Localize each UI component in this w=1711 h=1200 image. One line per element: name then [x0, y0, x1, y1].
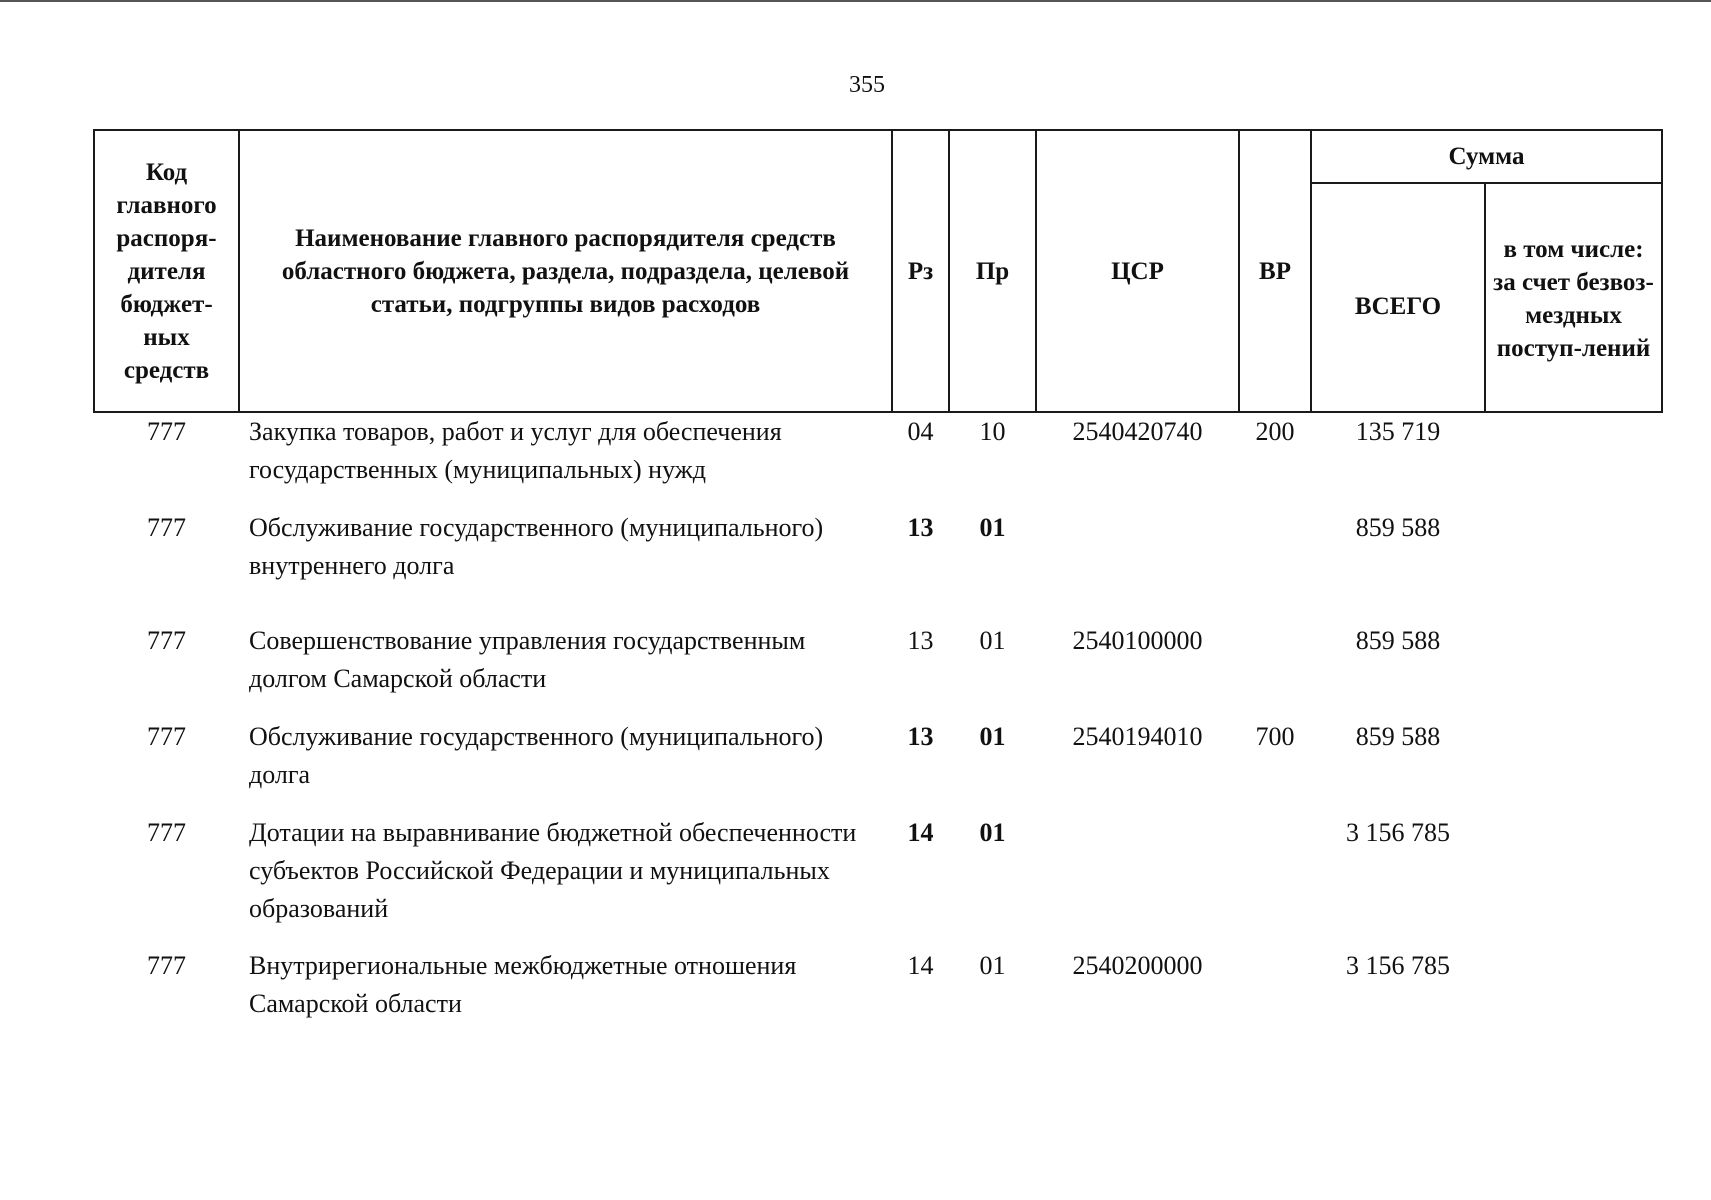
cell-pr: 10: [979, 417, 1006, 446]
budget-table: [93, 129, 1663, 1043]
cell-name: Дотации на выравнивание бюджетной обеспеченности субъектов Российской Федерации и муниципальных образований: [249, 818, 857, 923]
cell-rz: 14: [907, 951, 934, 980]
cell-name: Совершенствование управления государственным долгом Самарской области: [249, 626, 806, 693]
cell-pr: 01: [979, 722, 1006, 751]
cell-csr: [1036, 814, 1239, 947]
header-sum-label: Сумма: [1448, 143, 1525, 170]
cell-incl: [1485, 509, 1662, 622]
cell-total: 3 156 785: [1346, 818, 1450, 847]
cell-total: 3 156 785: [1346, 951, 1450, 980]
cell-rz: 13: [907, 626, 934, 655]
cell-csr: 2540100000: [1072, 626, 1203, 655]
cell-name: Закупка товаров, работ и услуг для обеспечения государственных (муниципальных) нужд: [249, 417, 782, 484]
cell-rz: 14: [907, 818, 934, 847]
top-border-line: [0, 0, 1711, 2]
cell-incl: [1485, 814, 1662, 947]
cell-csr: [1036, 509, 1239, 622]
cell-vr: [1239, 814, 1311, 947]
table-row: [94, 622, 1662, 718]
header-total-label: ВСЕГО: [1354, 293, 1442, 320]
cell-name: Внутрирегиональные межбюджетные отношения Самарской области: [249, 951, 797, 1018]
cell-name: Обслуживание государственного (муниципального) внутреннего долга: [249, 513, 824, 580]
cell-pr: 01: [979, 626, 1006, 655]
page-number: 355: [849, 72, 885, 98]
cell-incl: [1485, 947, 1662, 1043]
cell-code: 777: [147, 722, 186, 751]
cell-code: 777: [147, 513, 186, 542]
cell-total: 859 588: [1355, 513, 1441, 542]
cell-vr: [1239, 622, 1311, 718]
table-row: [94, 509, 1662, 622]
cell-vr: 200: [1255, 417, 1295, 446]
cell-total: 135 719: [1355, 417, 1441, 446]
header-code-label: Код главного распоря-дителя бюджет-ных средств: [116, 158, 217, 384]
cell-pr: 01: [979, 951, 1006, 980]
cell-total: 859 588: [1355, 626, 1441, 655]
header-pr: [949, 130, 1036, 412]
cell-code: 777: [147, 951, 186, 980]
cell-incl: [1485, 622, 1662, 718]
header-pr-label: Пр: [975, 257, 1010, 285]
cell-vr: [1239, 947, 1311, 1043]
header-code: [94, 130, 239, 412]
header-vr-label: ВР: [1259, 257, 1291, 285]
cell-csr: 2540200000: [1072, 951, 1203, 980]
cell-total: 859 588: [1355, 722, 1441, 751]
cell-code: 777: [147, 417, 186, 446]
header-sum: [1311, 130, 1662, 183]
header-csr-label: ЦСР: [1111, 257, 1164, 285]
header-incl-label: в том числе: за счет безвоз-мездных поступ-лений: [1493, 235, 1654, 362]
cell-incl: [1485, 718, 1662, 814]
cell-rz: 13: [907, 722, 934, 751]
cell-code: 777: [147, 626, 186, 655]
header-name: [239, 130, 892, 412]
cell-vr: [1239, 509, 1311, 622]
header-incl: [1485, 183, 1662, 412]
header-vr: [1239, 130, 1311, 412]
header-rz: [892, 130, 949, 412]
cell-csr: 2540194010: [1072, 722, 1203, 751]
cell-pr: 01: [979, 513, 1006, 542]
header-total: [1311, 183, 1485, 412]
header-rz-label: Рз: [907, 257, 934, 285]
cell-incl: [1485, 412, 1662, 509]
cell-name: Обслуживание государственного (муниципального) долга: [249, 722, 824, 789]
cell-code: 777: [147, 818, 186, 847]
header-csr: [1036, 130, 1239, 412]
cell-csr: 2540420740: [1072, 417, 1203, 446]
table-row: [94, 718, 1662, 814]
cell-rz: 04: [907, 417, 934, 446]
table-row: [94, 412, 1662, 509]
cell-pr: 01: [979, 818, 1006, 847]
cell-rz: 13: [907, 513, 934, 542]
cell-vr: 700: [1255, 722, 1295, 751]
table-body: [94, 412, 1662, 1043]
table-row: [94, 814, 1662, 947]
header-name-label: Наименование главного распорядителя средств областного бюджета, раздела, подраздела, целевой статьи, подгруппы видов расходов: [281, 224, 850, 318]
table-row: [94, 947, 1662, 1043]
